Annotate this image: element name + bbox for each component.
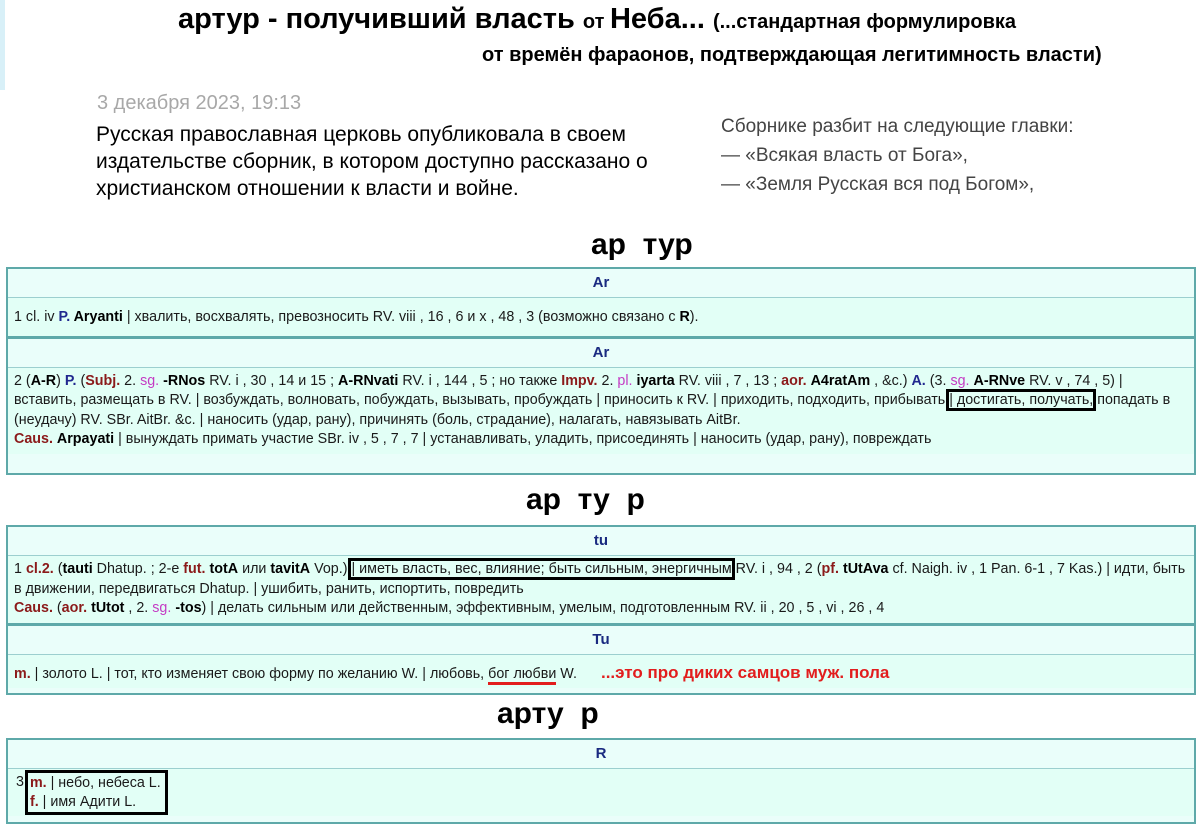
title-note: (...стандартная формулировка	[712, 11, 1017, 33]
word-heading: арту р	[497, 697, 599, 730]
title-text: артур - получивший власть	[178, 3, 583, 35]
title-line-2: от времён фараонов, подтверждающая легитимность власти)	[482, 44, 1102, 66]
entry-heading: Tu	[8, 623, 1194, 655]
entry-body: 3 m. | небо, небеса L. f. | имя Адити L.	[8, 769, 1194, 816]
entry-body: 1 cl.2. (tauti Dhatup. ; 2-е fut. totA или tavitA Vop.) | иметь власть, вес, влияние; быть сильным, энергичным RV. i , 94 , 2 (pf. tUtAva cf. Naigh. iv , 1 Pan. 6-1 , 7 Kas.) | идти, быть в движении, передвигаться Dhatup. | ушибить, ранить, испортить, повредить Caus. (aor. tUtot , 2. sg. -tos) | делать сильным или действенным, эффективным, умелым, подготовленным RV. ii , 20 , 5 , vi , 26 , 4	[8, 556, 1194, 623]
title-small: от	[582, 11, 610, 33]
entry-heading: Ar	[8, 336, 1194, 368]
page-title	[178, 3, 1016, 36]
chapter-item: — «Всякая власть от Бога»,	[721, 145, 968, 166]
chapter-item: — «Земля Русская вся под Богом»,	[721, 174, 1035, 195]
chapters-title: Сборнике разбит на следующие главки:	[721, 116, 1074, 137]
annotation-note: ...это про диких самцов муж. пола	[600, 662, 890, 682]
left-edge-bar	[0, 0, 5, 90]
title-text-2: Неба...	[609, 3, 713, 35]
entry-heading: R	[8, 740, 1194, 769]
highlight-box: | достигать, получать,	[949, 392, 1094, 408]
chapter-list	[721, 112, 1074, 199]
dictionary-panel-tu	[6, 525, 1196, 695]
entry-heading: Ar	[8, 269, 1194, 298]
dictionary-panel-r	[6, 738, 1196, 824]
entry-body: 1 cl. iv P. Aryanti | хвалить, восхвалять, превозносить RV. viii , 16 , 6 и x , 48 , 3 (возможно связано с R).	[8, 298, 1194, 336]
entry-body: 2 (A-R) P. (Subj. 2. sg. -RNos RV. i , 30 , 14 и 15 ; A-RNvati RV. i , 144 , 5 ; но также Impv. 2. pl. iyarta RV. viii , 7 , 13 ; aor. A4ratAm , &c.) A. (3. sg. A-RNve RV. v , 74 , 5) | вставить, размещать в RV. | возбуждать, волновать, побуждать, вызывать, пробуждать | приносить к RV. | приходить, подходить, прибывать | достигать, получать, попадать в (неудачу) RV. SBr. AitBr. &c. | наносить (удар, рану), причинять (боль, страдание), налагать, навязывать AitBr. Caus. Arpayati | вынуждать примать участие SBr. iv , 5 , 7 , 7 | устанавливать, уладить, присоединять | наносить (удар, рану), повреждать	[8, 368, 1194, 454]
dictionary-panel-ar	[6, 267, 1196, 475]
underlined-phrase: бог любви	[488, 666, 556, 685]
highlight-box: | иметь власть, вес, влияние; быть сильным, энергичным	[351, 561, 732, 577]
entry-heading: tu	[8, 527, 1194, 556]
article-intro: Русская православная церковь опубликовала в своем издательстве сборник, в котором доступно рассказано о христианском отношении к власти и войне.	[96, 123, 648, 200]
entry-body: m. | золото L. | тот, кто изменяет свою форму по желанию W. | любовь, бог любви W. ...это про диких самцов муж. пола	[8, 655, 1194, 689]
word-heading: ар ту р	[526, 483, 645, 516]
word-heading: ар тур	[591, 228, 693, 261]
article-date: 3 декабря 2023, 19:13	[97, 92, 302, 114]
highlight-box: m. | небо, небеса L. f. | имя Адити L.	[28, 773, 165, 812]
